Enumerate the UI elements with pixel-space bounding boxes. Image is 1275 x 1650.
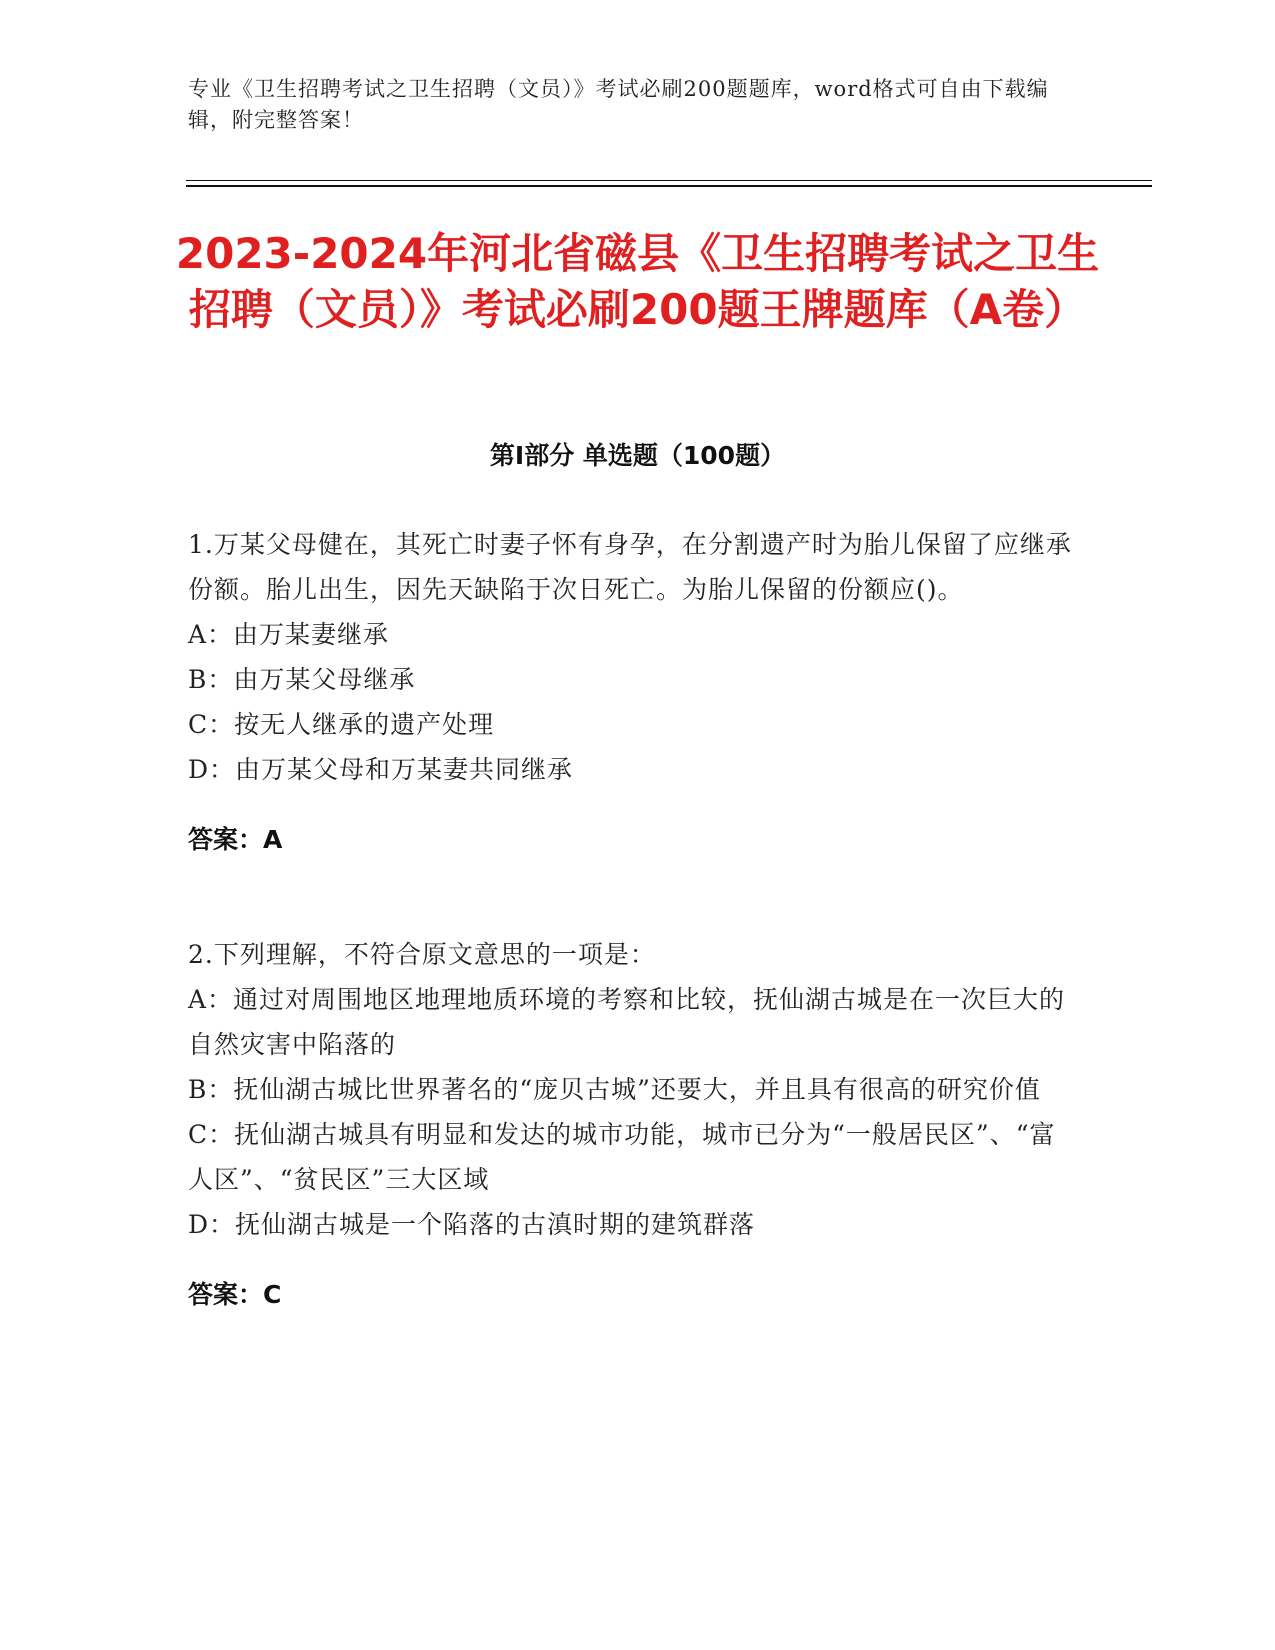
section-title: 第Ⅰ部分 单选题（100题） bbox=[489, 441, 786, 470]
option-a: A：由万某妻继承 bbox=[188, 620, 390, 649]
answer: 答案：C bbox=[188, 1280, 282, 1309]
option-a: A：通过对周围地区地理地质环境的考察和比较，抚仙湖古城是在一次巨大的自然灾害中陷落的 bbox=[188, 985, 1066, 1059]
question-stem: 1.万某父母健在，其死亡时妻子怀有身孕，在分割遗产时为胎儿保留了应继承份额。胎儿出生，因先天缺陷于次日死亡。为胎儿保留的份额应()。 bbox=[188, 530, 1072, 604]
option-b: B：由万某父母继承 bbox=[188, 665, 416, 694]
option-c: C：按无人继承的遗产处理 bbox=[188, 710, 495, 739]
question-2 bbox=[188, 932, 1078, 1342]
header-divider-thick bbox=[186, 185, 1152, 187]
document-title: 2023-2024年河北省磁县《卫生招聘考试之卫生招聘（文员）》考试必刷200题王牌题库（A卷） bbox=[175, 229, 1100, 334]
question-stem: 2.下列理解，不符合原文意思的一项是： bbox=[188, 940, 656, 969]
header-divider-thin bbox=[186, 180, 1152, 181]
option-d: D：抚仙湖古城是一个陷落的古滇时期的建筑群落 bbox=[188, 1210, 756, 1239]
question-1 bbox=[188, 522, 1078, 887]
option-d: D：由万某父母和万某妻共同继承 bbox=[188, 755, 574, 784]
option-c: C：抚仙湖古城具有明显和发达的城市功能，城市已分为“一般居民区”、“富人区”、“贫民区”三大区域 bbox=[188, 1120, 1056, 1194]
answer: 答案：A bbox=[188, 825, 283, 854]
header-note: 专业《卫生招聘考试之卫生招聘（文员）》考试必刷200题题库，word格式可自由下载编辑，附完整答案！ bbox=[188, 77, 1049, 132]
option-b: B：抚仙湖古城比世界著名的“庞贝古城”还要大，并且具有很高的研究价值 bbox=[188, 1075, 1041, 1104]
